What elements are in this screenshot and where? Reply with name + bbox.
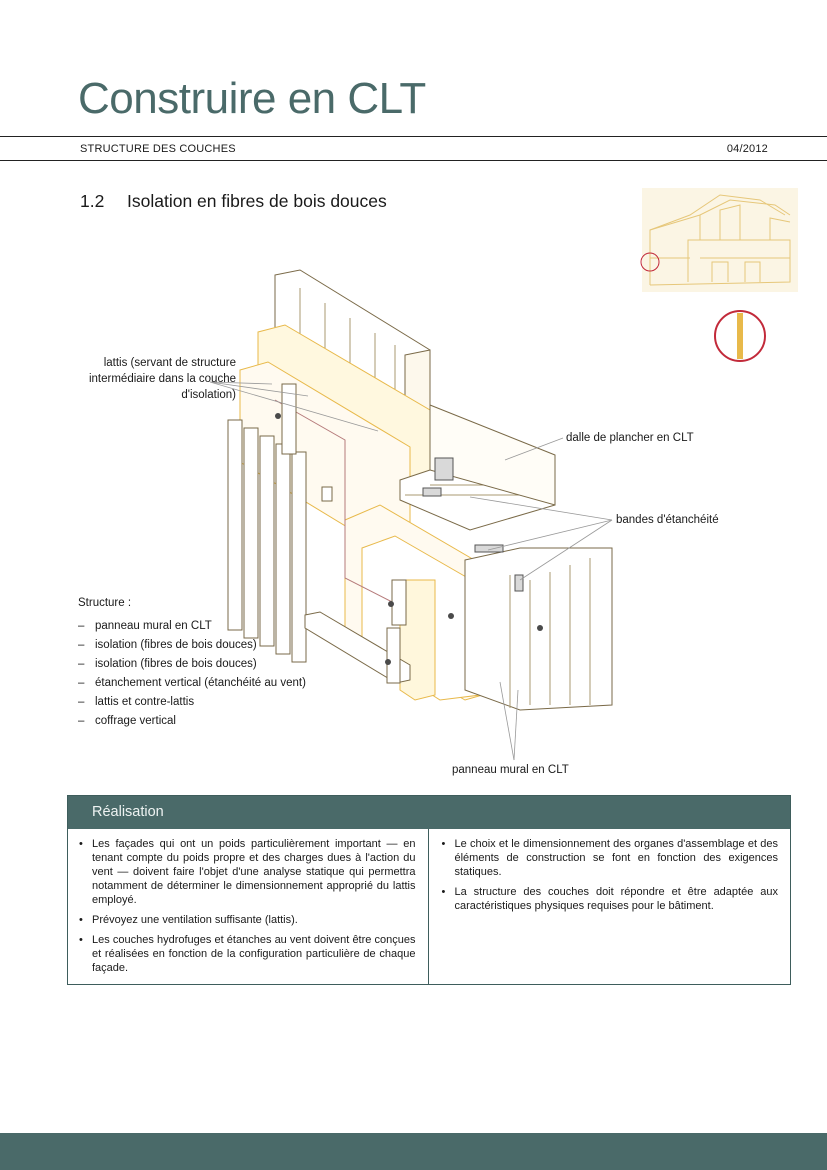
label-bandes: bandes d'étanchéité [616,514,719,526]
list-item: – isolation (fibres de bois douces) [78,658,257,670]
footer-band [0,1133,827,1170]
list-item: • La structure des couches doit répondre et être adaptée aux caractéristiques physiques requises pour le bâtiment. [441,886,778,912]
list-item: • Le choix et le dimensionnement des organes d'assemblage et des éléments de construction se font en fonction des exigences statiques. [441,838,778,878]
structure-list [78,597,306,731]
list-item: – isolation (fibres de bois douces) [78,639,257,651]
realisation-right-column [428,829,791,984]
list-item: • Prévoyez une ventilation suffisante (lattis). [79,914,298,926]
list-item: – coffrage vertical [78,715,176,727]
realisation-left-column [68,829,428,984]
list-item: • Les façades qui ont un poids particulièrement important — en tenant compte du poids propre et des charges dues à l'action du vent — doivent faire l'objet d'une analyse statique qui permettra notamment de déterminer le dimensionnement approprié du lattis employé. [79,838,416,906]
list-item: – panneau mural en CLT [78,620,212,632]
label-panneau: panneau mural en CLT [452,764,569,776]
section-number: 1.2 [80,191,105,211]
list-item: – étanchement vertical (étanchéité au vent) [78,677,306,689]
page-title: Construire en CLT [78,74,426,123]
section-title-text: Isolation en fibres de bois douces [127,191,387,211]
label-dalle: dalle de plancher en CLT [566,432,694,444]
subheader-date: 04/2012 [726,143,768,155]
house-thumbnail [642,188,798,292]
list-item: – lattis et contre-lattis [78,696,195,708]
subheader-label: STRUCTURE DES COUCHES [80,143,236,155]
label-lattis: lattis (servant de structure intermédiaire dans la couche d'isolation) [88,357,236,401]
list-item: • Les couches hydrofuges et étanches au vent doivent être conçues et réalisées en fonction de la configuration particulière de chaque façade. [79,934,416,974]
structure-title: Structure : [78,597,132,609]
wall-section-icon [715,311,765,361]
realisation-box [67,795,791,985]
realisation-title: Réalisation [68,796,790,829]
